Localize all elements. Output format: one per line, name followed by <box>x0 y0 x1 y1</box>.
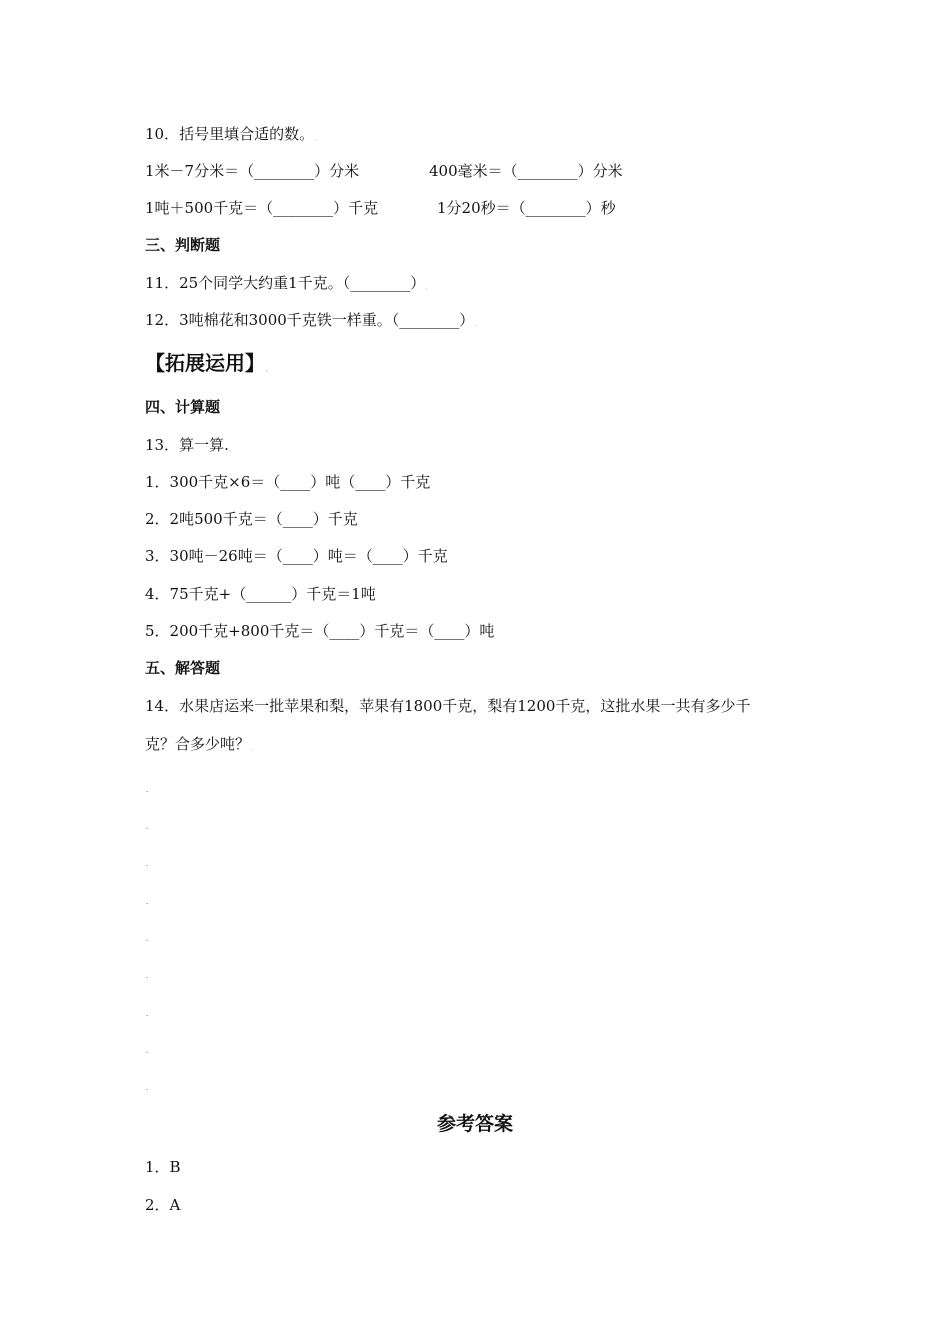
blank-line-marker <box>146 865 148 866</box>
question-13-title: 13．算一算.ˎ <box>145 436 232 454</box>
calc-item-5: 5．200千克+800千克＝（____）千克＝（____）吨 <box>145 622 495 640</box>
blank-line-marker <box>146 791 148 792</box>
question-10-row-1 <box>145 161 359 181</box>
blank-line-marker <box>146 1089 148 1090</box>
question-11: 11．25个同学大约重1千克。（________）ˎ <box>145 274 429 292</box>
question-10-row-2 <box>145 198 378 218</box>
blank-line-marker <box>146 828 148 829</box>
blank-line-marker <box>146 977 148 978</box>
question-14-line-1: 14．水果店运来一批苹果和梨，苹果有1800千克，梨有1200千克，这批水果一共有多少千 <box>145 697 751 715</box>
question-10-item-c: 1吨＋500千克＝（________）千克 <box>145 199 379 217</box>
calc-item-4: 4．75千克+（______）千克＝1吨 <box>145 585 376 603</box>
extension-heading: 【拓展运用】ˎ <box>145 351 270 375</box>
question-10-item-a: 1米－7分米＝（________）分米 <box>145 162 360 180</box>
blank-line-marker <box>146 940 148 941</box>
question-12: 12．3吨棉花和3000千克铁一样重。（________）ˎ <box>145 311 478 329</box>
blank-line-marker <box>146 903 148 904</box>
question-14-line-2: 克？合多少吨？ˎ <box>145 735 254 753</box>
question-10-item-d: 1分20秒＝（________）秒 <box>437 199 616 217</box>
answer-2: 2．A <box>145 1196 181 1214</box>
answer-1: 1．B <box>145 1158 181 1176</box>
calc-item-1: 1．300千克×6＝（____）吨（____）千克 <box>145 473 431 491</box>
answers-heading: 参考答案 <box>436 1113 513 1135</box>
calc-item-3: 3．30吨－26吨＝（____）吨＝（____）千克 <box>145 547 448 565</box>
section-4-heading: 四、计算题 <box>145 398 221 416</box>
section-3-heading: 三、判断题 <box>145 236 221 254</box>
blank-line-marker <box>146 1015 148 1016</box>
calc-item-2: 2．2吨500千克＝（____）千克 <box>145 510 358 528</box>
blank-line-marker <box>146 1052 148 1053</box>
question-10-item-b: 400毫米＝（________）分米 <box>429 162 623 180</box>
question-10-title: 10．括号里填合适的数。ˎ <box>145 125 318 143</box>
section-5-heading: 五、解答题 <box>145 659 221 677</box>
